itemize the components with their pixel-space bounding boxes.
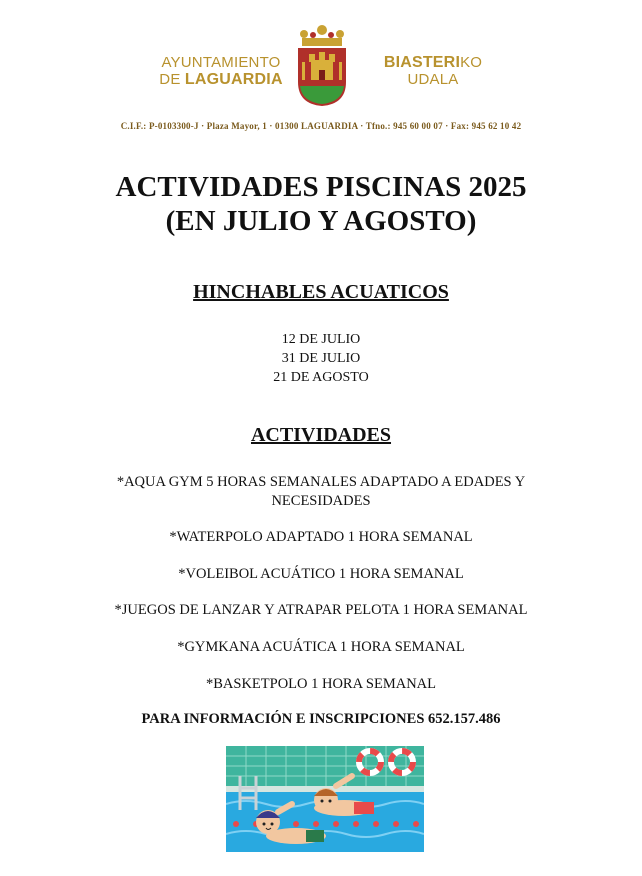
org-left-town: LAGUARDIA	[184, 71, 283, 88]
org-right-suffix: KO	[460, 54, 483, 71]
activity-item: *AQUA GYM 5 HORAS SEMANALES ADAPTADO A EDADES Y NECESIDADES	[116, 474, 526, 509]
org-left-prefix: DE	[159, 71, 185, 88]
date-item: 12 DE JULIO	[281, 332, 361, 347]
date-item: 31 DE JULIO	[281, 351, 361, 366]
org-left-line1: AYUNTAMIENTO	[161, 54, 281, 71]
org-right-line2: UDALA	[407, 71, 459, 88]
activity-item: *JUEGOS DE LANZAR Y ATRAPAR PELOTA 1 HORA SEMANAL	[114, 602, 528, 618]
contact-info: PARA INFORMACIÓN E INSCRIPCIONES 652.157.486	[141, 711, 501, 727]
inflatables-dates	[0, 330, 642, 387]
activity-item: *GYMKANA ACUÁTICA 1 HORA SEMANAL	[177, 639, 465, 655]
org-name-spanish	[156, 54, 286, 88]
swimming-pool-kids-icon	[226, 746, 424, 852]
activity-item: *BASKETPOLO 1 HORA SEMANAL	[205, 676, 436, 692]
org-name-basque	[378, 54, 488, 88]
coat-of-arms-icon	[294, 24, 350, 108]
activities-heading: ACTIVIDADES	[250, 424, 392, 446]
title-line2: (EN JULIO Y AGOSTO)	[165, 205, 477, 237]
inflatables-heading: HINCHABLES ACUATICOS	[193, 281, 449, 303]
activity-item: *WATERPOLO ADAPTADO 1 HORA SEMANAL	[169, 529, 473, 545]
letterhead	[150, 22, 490, 110]
address-line: C.I.F.: P-0103300-J · Plaza Mayor, 1 · 01300 LAGUARDIA · Tfno.: 945 60 00 07 · Fax: 945 62 10 42	[120, 121, 522, 131]
activity-item: *VOLEIBOL ACUÁTICO 1 HORA SEMANAL	[178, 566, 464, 582]
date-item: 21 DE AGOSTO	[273, 370, 369, 385]
org-right-town: BIASTERI	[383, 54, 461, 71]
page-title	[0, 170, 642, 238]
title-line1: ACTIVIDADES PISCINAS 2025	[115, 171, 527, 203]
